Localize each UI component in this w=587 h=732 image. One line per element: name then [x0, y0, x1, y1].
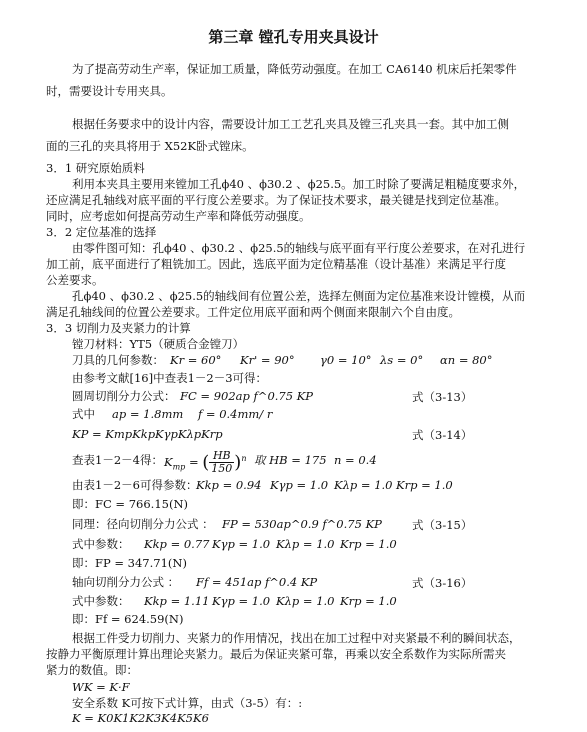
- fp-formula: FP = 530ap^0.9 f^0.75 KP: [222, 517, 382, 531]
- geom-kr-prime: Kr' = 90°: [240, 353, 295, 367]
- fp-result: 即：FP = 347.71(N): [72, 556, 187, 570]
- section-3-2-heading: 3．2 定位基准的选择: [46, 225, 157, 239]
- p3-kkp: Kkp = 1.11: [144, 594, 210, 608]
- eq-3-16: 式（3-16）: [412, 576, 473, 590]
- tool-geometry-label: 刀具的几何参数：: [72, 353, 164, 367]
- ap-value: ap = 1.8mm: [112, 407, 184, 421]
- fc-result: 即：FC = 766.15(N): [72, 497, 188, 511]
- s32-line-2: 加工前，底平面进行了粗铣加工。因此，选底平面为定位精基准（设计基准）来满足平行度: [46, 257, 506, 271]
- section-3-3-heading: 3．3 切削力及夹紧力的计算: [46, 321, 191, 335]
- intro-line-2: 时，需要设计专用夹具。: [46, 84, 173, 98]
- geom-alpha: αn = 80°: [440, 353, 493, 367]
- section-3-1-heading: 3．1 研究原始质料: [46, 161, 145, 175]
- p1-krp: Krp = 1.0: [396, 478, 453, 492]
- f-value: f = 0.4mm/ r: [198, 407, 273, 421]
- geom-kr: Kr = 60°: [170, 353, 222, 367]
- p3-klp: Kλp = 1.0: [276, 594, 335, 608]
- geom-gamma: γ0 = 10°: [320, 353, 372, 367]
- reference-text: 由参考文献[16]中查表1－2－3可得：: [72, 371, 268, 385]
- eq-3-14: 式（3-14）: [412, 428, 473, 442]
- task-line-2: 面的三孔的夹具将用于 X52K卧式镗床。: [46, 139, 254, 153]
- n-value: n = 0.4: [334, 453, 377, 467]
- eq-3-13: 式（3-13）: [412, 390, 473, 404]
- p1-kkp: Kkp = 0.94: [196, 478, 262, 492]
- k-formula: K = K0K1K2K3K4K5K6: [72, 711, 209, 725]
- p2-klp: Kλp = 1.0: [276, 537, 335, 551]
- p2-kkp: Kkp = 0.77: [144, 537, 210, 551]
- s31-line-3: 同时，应考虑如何提高劳动生产率和降低劳动强度。: [46, 209, 311, 223]
- s32-line-5: 满足孔轴线间的位置公差要求。工件定位用底平面和两个侧面来限制六个自由度。: [46, 305, 460, 319]
- s31-line-1: 利用本夹具主要用来镗加工孔ϕ40 、ϕ30.2 、ϕ25.5。加工时除了要满足粗糙度要求外，: [72, 177, 526, 191]
- param-label-3: 式中参数：: [72, 594, 130, 608]
- p1-kgp: Kγp = 1.0: [270, 478, 329, 492]
- task-line-1: 根据任务要求中的设计内容，需要设计加工工艺孔夹具及镗三孔夹具一套。其中加工侧: [72, 117, 509, 131]
- para-line-3: 紧力的数值。即：: [46, 663, 138, 677]
- fc-formula-label: 圆周切削分力公式：: [72, 389, 176, 403]
- s32-line-4: 孔ϕ40 、ϕ30.2 、ϕ25.5的轴线间有位置公差，选择左侧面为定位基准来设计镗模，从而: [72, 289, 526, 303]
- where-label: 式中: [72, 407, 95, 421]
- p2-krp: Krp = 1.0: [340, 537, 397, 551]
- fp-formula-label: 同理：径向切削分力公式 ：: [72, 517, 214, 531]
- geom-lambda: λs = 0°: [380, 353, 424, 367]
- kmp-formula: $K_{mp}$ = ( $\frac{HB}{150}$ )$^n$: [164, 449, 247, 476]
- intro-line-1: 为了提高劳动生产率，保证加工质量，降低劳动强度。在加工 CA6140 机床后托架零件: [72, 62, 517, 76]
- p3-kgp: Kγp = 1.0: [212, 594, 271, 608]
- wk-formula: WK = K·F: [72, 680, 130, 694]
- tool-material: 镗刀材料：YT5（硬质合金镗刀）: [72, 337, 245, 351]
- table-1-2-6-label: 由表1－2－6可得参数：: [72, 478, 198, 492]
- p3-krp: Krp = 1.0: [340, 594, 397, 608]
- p2-kgp: Kγp = 1.0: [212, 537, 271, 551]
- para-line-2: 按静力平衡原理计算出理论夹紧力。最后为保证夹紧可靠，再乘以安全系数作为实际所需夹: [46, 647, 506, 661]
- hb-value: 取 HB = 175: [254, 453, 327, 467]
- ff-result: 即：Ff = 624.59(N): [72, 612, 184, 626]
- para-line-1: 根据工件受力切削力、夹紧力的作用情况，找出在加工过程中对夹紧最不利的瞬间状态，: [72, 631, 521, 645]
- table-1-2-4-label: 查表1－2－4得：: [72, 453, 163, 467]
- fc-formula: FC = 902ap f^0.75 KP: [180, 389, 314, 403]
- eq-3-15: 式（3-15）: [412, 518, 473, 532]
- s32-line-1: 由零件图可知：孔ϕ40 、ϕ30.2 、ϕ25.5的轴线与底平面有平行度公差要求，在对孔进行: [72, 241, 526, 255]
- s31-line-2: 还应满足孔轴线对底平面的平行度公差要求。为了保证技术要求，最关键是找到定位基准。: [46, 193, 506, 207]
- s32-line-3: 公差要求。: [46, 273, 104, 287]
- safety-factor-text: 安全系数 K可按下式计算，由式（3-5）有：:: [72, 696, 303, 710]
- p1-klp: Kλp = 1.0: [334, 478, 393, 492]
- chapter-title: 第三章 镗孔专用夹具设计: [208, 28, 379, 46]
- ff-formula: Ff = 451ap f^0.4 KP: [196, 575, 318, 589]
- param-label-2: 式中参数：: [72, 537, 130, 551]
- ff-formula-label: 轴向切削分力公式 ：: [72, 575, 180, 589]
- kp-formula: KP = KmpKkpKγpKλpKrp: [72, 427, 223, 441]
